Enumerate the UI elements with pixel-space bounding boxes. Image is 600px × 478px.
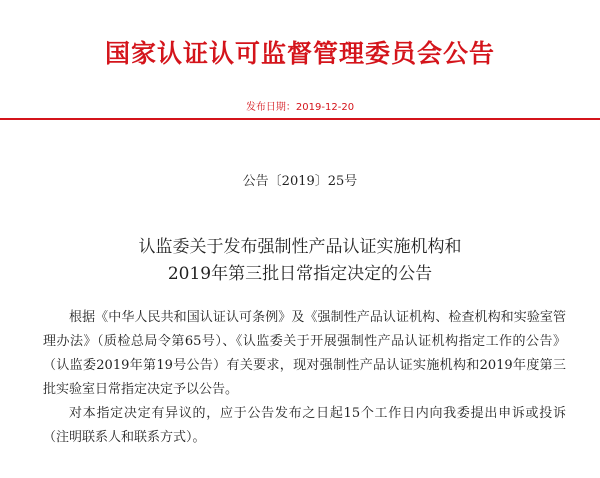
announcement-header-title: 国家认证认可监督管理委员会公告: [104, 39, 495, 68]
document-title-line: 认监委关于发布强制性产品认证实施机构和: [138, 237, 462, 257]
body-paragraph: 对本指定决定有异议的，应于公告发布之日起15个工作日内向我委提出申诉或投诉（注明联系人和联系方式）。: [43, 406, 566, 445]
document-title-line: 2019年第三批日常指定决定的公告: [167, 264, 433, 284]
body-paragraph: 根据《中华人民共和国认证认可条例》及《强制性产品认证机构、检查机构和实验室管理办法》（质检总局令第65号）、《认监委关于开展强制性产品认证机构指定工作的公告》（认监委2019年第19号公告）有关要求，现对强制性产品认证实施机构和2019年度第三批实验室日常指定决定予以公告。: [43, 310, 566, 397]
document-number: 公告〔2019〕25号: [242, 174, 358, 189]
publish-date: 发布日期：2019-12-20: [245, 102, 355, 113]
header-divider: [0, 118, 600, 120]
document-title: [0, 234, 600, 288]
document-body: [43, 306, 566, 450]
